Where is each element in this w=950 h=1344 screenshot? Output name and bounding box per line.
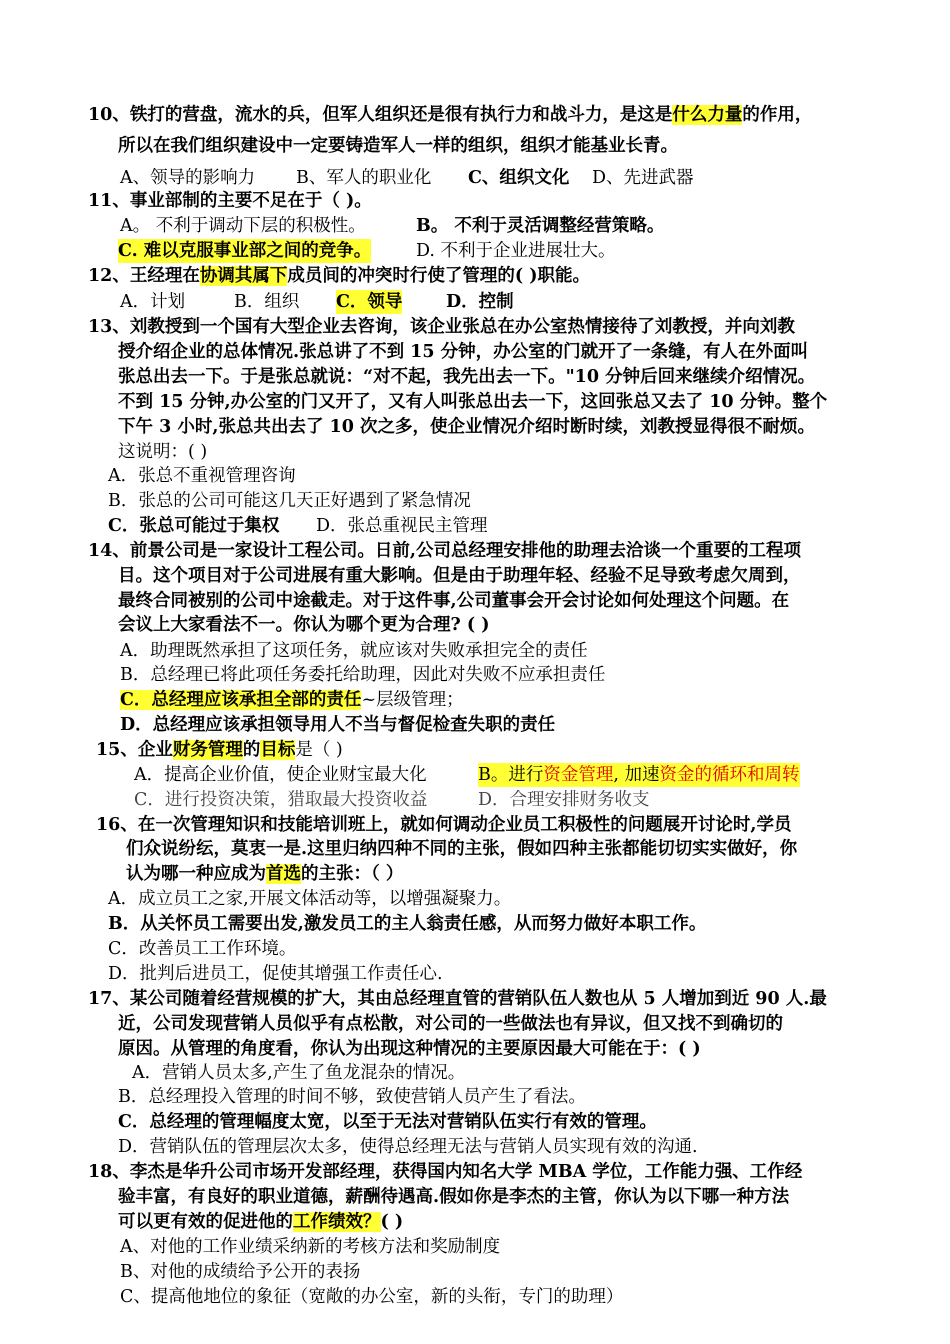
q13-option-b: B．张总的公司可能这几天正好遇到了紧急情况 — [108, 491, 471, 511]
q15-option-b — [478, 763, 800, 787]
q10-option-a: A、领导的影响力 — [120, 168, 256, 188]
q13-option-c: C．张总可能过于集权 — [108, 516, 280, 536]
question-18-line-3 — [118, 1210, 403, 1234]
q12-option-b: B．组织 — [234, 292, 300, 312]
q11-option-a: A。 不利于调动下层的积极性。 — [120, 216, 366, 236]
q16-text: 认为哪一种应成为 — [126, 864, 266, 884]
q15-option-c: C．进行投资决策，猎取最大投资收益 — [134, 790, 428, 810]
q18-option-b: B、对他的成绩给予公开的表扬 — [120, 1262, 361, 1282]
q17-option-c: C．总经理的管理幅度太宽，以至于无法对营销队伍实行有效的管理。 — [118, 1112, 657, 1132]
question-18-line-2: 验丰富，有良好的职业道德，薪酬待遇高.假如你是李杰的主管，你认为以下哪一种方法 — [118, 1187, 790, 1207]
q18-option-a: A、对他的工作业绩采纳新的考核方法和奖励制度 — [120, 1237, 501, 1257]
question-13-line: 这说明：( ) — [118, 442, 208, 462]
question-13-line: 张总出去一下。于是张总就说：“对不起，我先出去一下。"10 分钟后回来继续介绍情况。 — [118, 367, 816, 387]
q10-option-c: C、组织文化 — [468, 168, 570, 188]
q16-text-end: 的主张：（ ） — [301, 864, 404, 884]
question-15-stem — [96, 738, 343, 762]
question-17-line: 原因。从管理的角度看，你认为出现这种情况的主要原因最大可能在于：( ) — [118, 1039, 701, 1059]
question-17-line: 17、某公司随着经营规模的扩大，其由总经理直管的营销队伍人数也从 5 人增加到近 90 人.最 — [88, 989, 827, 1009]
q16-option-d: D．批判后进员工，促使其增强工作责任心. — [108, 964, 443, 984]
question-13-line: 不到 15 分钟,办公室的门又开了，又有人叫张总出去一下，这回张总又去了 10 分钟。整个 — [118, 392, 828, 412]
q14-option-c-note: ~层级管理； — [361, 690, 464, 710]
q11-option-b: B。 不利于灵活调整经营策略。 — [416, 216, 665, 236]
q11-option-c: C. 难以克服事业部之间的竞争。 — [118, 241, 372, 261]
q17-option-b: B．总经理投入管理的时间不够，致使营销人员产生了看法。 — [118, 1087, 586, 1107]
q12-option-d: D．控制 — [446, 292, 514, 312]
q17-option-d: D．营销队伍的管理层次太多，使得总经理无法与营销人员实现有效的沟通. — [118, 1137, 698, 1157]
q18-option-c: C、提高他地位的象征（宽敞的办公室，新的头衔，专门的助理） — [120, 1287, 624, 1307]
q14-option-c-highlight: C．总经理应该承担全部的责任 — [120, 690, 362, 710]
q16-option-a: A．成立员工之家,开展文体活动等，以增强凝聚力。 — [108, 889, 512, 909]
q18-highlight: 工作绩效？ — [293, 1212, 381, 1232]
q16-option-b: B．从关怀员工需要出发,激发员工的主人翁责任感，从而努力做好本职工作。 — [108, 914, 707, 934]
question-10-line-2: 所以在我们组织建设中一定要铸造军人一样的组织，组织才能基业长青。 — [118, 136, 678, 156]
q14-option-c — [120, 688, 464, 712]
q12-text-end: 成员间的冲突时行使了管理的( )职能。 — [287, 266, 591, 286]
question-10-line-1 — [88, 103, 812, 127]
q14-option-b: B．总经理已将此项任务委托给助理，因此对失败不应承担责任 — [120, 665, 606, 685]
question-14-line: 14、前景公司是一家设计工程公司。日前,公司总经理安排他的助理去洽谈一个重要的工程项 — [88, 541, 801, 561]
q10-text: 10、铁打的营盘，流水的兵，但军人组织还是很有执行力和战斗力，是这是 — [88, 105, 673, 125]
q12-text: 12、王经理在 — [88, 266, 200, 286]
q15-text-mid: 的 — [242, 740, 261, 760]
question-18-line-1: 18、李杰是华升公司市场开发部经理，获得国内知名大学 MBA 学位，工作能力强、工作经 — [88, 1162, 803, 1182]
q15-option-b-part: , 加速 — [613, 765, 660, 785]
q17-option-a: A．营销人员太多,产生了鱼龙混杂的情况。 — [132, 1063, 466, 1083]
question-13-line: 授介绍企业的总体情况.张总讲了不到 15 分钟，办公室的门就开了一条缝，有人在外面叫 — [118, 342, 809, 362]
q15-text-end: 是（ ) — [295, 740, 343, 760]
question-16-line-1: 16、在一次管理知识和技能培训班上，就如何调动企业员工积极性的问题展开讨论时,学员 — [96, 815, 792, 835]
q12-highlight: 协调其属下 — [199, 266, 288, 286]
question-16-line-3 — [126, 862, 403, 886]
question-16-line-2: 们众说纷纭，莫衷一是.这里归纳四种不同的主张，假如四种主张都能切切实实做好，你 — [126, 839, 798, 859]
q15-highlight-1: 财务管理 — [172, 740, 243, 760]
question-13-line: 下午 3 小时,张总共出去了 10 次之多，使企业情况介绍时断时续，刘教授显得很不耐烦。 — [118, 417, 815, 437]
question-13-line: 13、刘教授到一个国有大型企业去咨询，该企业张总在办公室热情接待了刘教授，并向刘教 — [88, 317, 795, 337]
q10-text-end: 的作用， — [742, 105, 813, 125]
q15-option-d: D．合理安排财务收支 — [478, 790, 650, 810]
q16-highlight: 首选 — [266, 864, 301, 884]
q10-option-d: D、先进武器 — [592, 168, 694, 188]
question-12-stem — [88, 264, 590, 288]
question-14-line: 会议上大家看法不一。你认为哪个更为合理? ( ) — [118, 615, 490, 635]
q15-option-b-part: B。进行 — [478, 765, 544, 785]
q14-option-d: D．总经理应该承担领导用人不当与督促检查失职的责任 — [120, 715, 556, 735]
q11-option-d: D. 不利于企业进展壮大。 — [416, 241, 616, 261]
q16-option-c: C．改善员工工作环境。 — [108, 939, 297, 959]
q15-text: 15、企业 — [96, 740, 173, 760]
question-11-stem: 11、事业部制的主要不足在于（ )。 — [88, 191, 372, 211]
q10-highlight: 什么力量 — [672, 105, 743, 125]
q15-highlight-2: 目标 — [260, 740, 296, 760]
q15-option-a: A．提高企业价值，使企业财宝最大化 — [134, 765, 427, 785]
q14-option-a: A．助理既然承担了这项任务，就应该对失败承担完全的责任 — [120, 641, 588, 661]
question-14-line: 最终合同被别的公司中途截走。对于这件事,公司董事会开会讨论如何处理这个问题。在 — [118, 591, 790, 611]
q18-text: 可以更有效的促进他的 — [118, 1212, 293, 1232]
q15-option-b-red: 资金的循环和周转 — [659, 765, 800, 785]
q13-option-a: A．张总不重视管理咨询 — [108, 466, 296, 486]
q13-option-d: D．张总重视民主管理 — [316, 516, 488, 536]
question-14-line: 目。这个项目对于公司进展有重大影响。但是由于助理年轻、经验不足导致考虑欠周到， — [118, 566, 801, 586]
q18-text-end: ( ) — [380, 1212, 404, 1232]
q12-option-a: A．计划 — [120, 292, 186, 312]
question-17-line: 近，公司发现营销人员似乎有点松散，对公司的一些做法也有异议，但又找不到确切的 — [118, 1014, 783, 1034]
q15-option-b-red: 资金管理 — [543, 765, 614, 785]
q10-option-b: B、军人的职业化 — [296, 168, 432, 188]
q12-option-c: C．领导 — [336, 292, 403, 312]
